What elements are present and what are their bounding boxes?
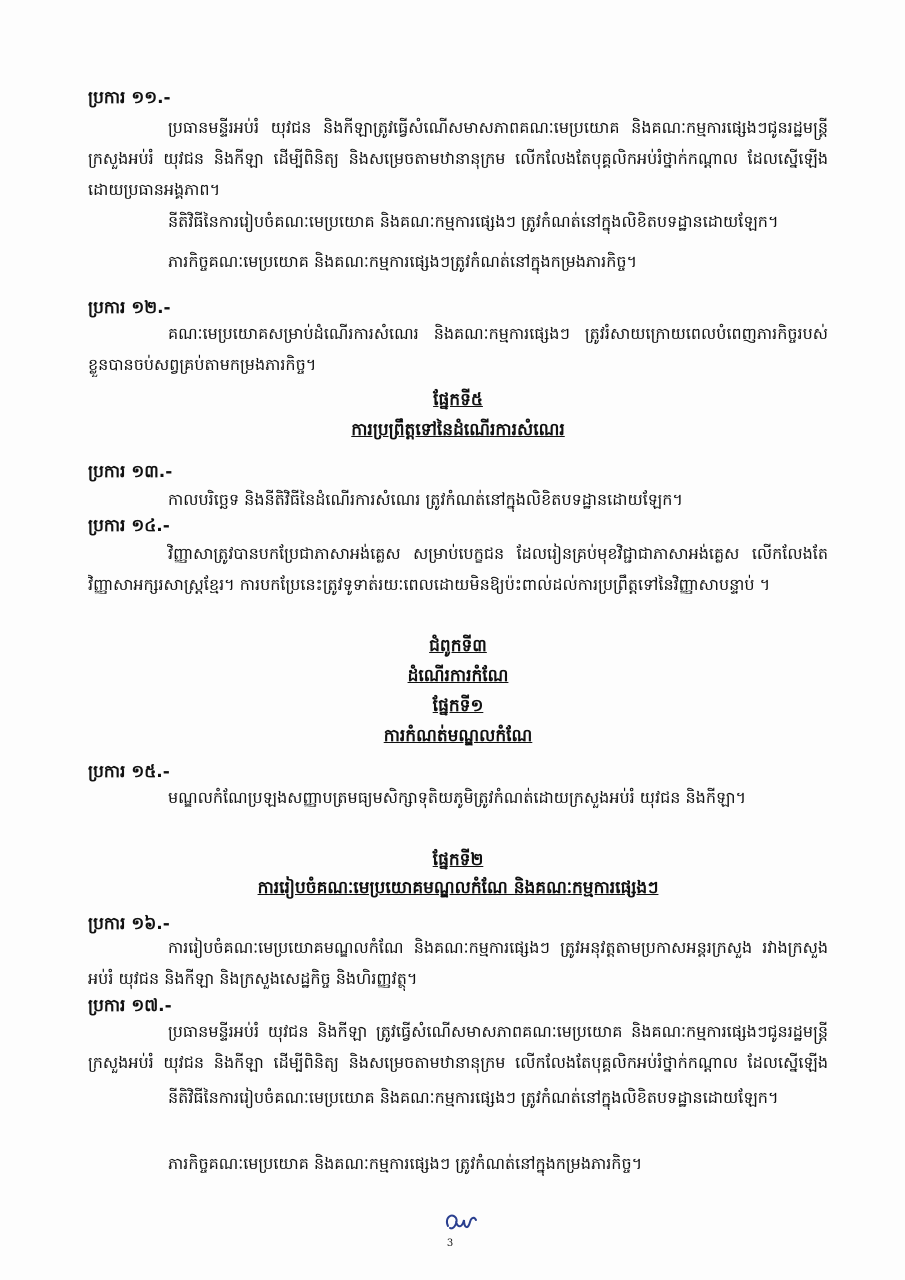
article-17-paragraph-3: ភារកិច្ចគណៈមេប្រយោគ និងគណៈកម្មការផ្សេងៗ ត្រូវកំណត់នៅក្នុងកម្រងភារកិច្ច។ [168,1154,643,1173]
article-15-paragraph-1: មណ្ឌលកំណែប្រឡងសញ្ញាបត្រមធ្យមសិក្សាទុតិយភូមិត្រូវកំណត់ដោយក្រសួងអប់រំ យុវជន និងកីឡា។ [168,788,747,807]
section-2-number: ផ្នែកទី២ [432,850,484,870]
article-13-paragraph-1: កាលបរិច្ឆេទ និងនីតិវិធីនៃដំណើរការសំណេរ ត្រូវកំណត់នៅក្នុងលិខិតបទដ្ឋានដោយឡែក។ [168,490,683,509]
article-17-paragraph-1: ប្រធានមន្ទីរអប់រំ យុវជន និងកីឡា ត្រូវធ្វើសំណើសមាសភាពគណៈមេប្រយោគ និងគណៈកម្មការផ្សេងៗជូនរដ្ឋមន្ត្រីក្រសួងអប់រំ យុវជន និងកីឡា ដើម្បីពិនិត្យ និងសម្រេចតាមឋានានុក្រម លើកលែងតែបុគ្គលិកអប់រំថ្នាក់កណ្ដាល ដែលស្នើឡើង [88,1022,828,1072]
article-15-heading: ប្រការ ១៥.- [88,762,170,782]
article-11-paragraph-1: ប្រធានមន្ទីរអប់រំ យុវជន និងកីឡាត្រូវធ្វើសំណើសមាសភាពគណៈមេប្រយោគ និងគណៈកម្មការផ្សេងៗជូនរដ្ឋមន្ត្រីក្រសួងអប់រំ យុវជន និងកីឡា ដើម្បីពិនិត្យ និងសម្រេចតាមឋានានុក្រម លើកលែងតែបុគ្គលិកអប់រំថ្នាក់កណ្ដាល ដែលស្នើឡើងដោយប្រធានអង្គភាព។ [88,118,828,199]
article-17-heading: ប្រការ ១៧.- [88,996,172,1016]
article-14-heading: ប្រការ ១៤.- [88,516,170,536]
article-11-paragraph-2: នីតិវិធីនៃការរៀបចំគណៈមេប្រយោគ និងគណៈកម្មការផ្សេងៗ ត្រូវកំណត់នៅក្នុងលិខិតបទដ្ឋានដោយឡែក។ [168,212,779,231]
chapter-3-title: ដំណើរការកំណែ [407,666,509,686]
signature-initials-icon [440,1208,480,1238]
section-1-title: ការកំណត់មណ្ឌលកំណែ [383,726,533,746]
article-17-paragraph-2: នីតិវិធីនៃការរៀបចំគណៈមេប្រយោគ និងគណៈកម្មការផ្សេងៗ ត្រូវកំណត់នៅក្នុងលិខិតបទដ្ឋានដោយឡែក។ [168,1088,779,1107]
article-14-paragraph-1: វិញ្ញាសាត្រូវបានបកប្រែជាភាសាអង់គ្លេស សម្រាប់បេក្ខជន ដែលរៀនគ្រប់មុខវិជ្ជាជាភាសាអង់គ្លេស លើកលែងតែវិញ្ញាសាអក្សរសាស្ត្រខ្មែរ។ ការបកប្រែនេះត្រូវទូទាត់រយៈពេលដោយមិនឱ្យប៉ះពាល់ដល់ការប្រព្រឹត្តទៅនៃវិញ្ញាសាបន្ទាប់ ។ [88,544,828,594]
article-12-paragraph-1: គណៈមេប្រយោគសម្រាប់ដំណើរការសំណេរ និងគណៈកម្មការផ្សេងៗ ត្រូវរំសាយក្រោយពេលបំពេញភារកិច្ចរបស់ខ្លួនបានចប់សព្វគ្រប់តាមកម្រងភារកិច្ច។ [88,324,828,374]
article-11-paragraph-3: ភារកិច្ចគណៈមេប្រយោគ និងគណៈកម្មការផ្សេងៗត្រូវកំណត់នៅក្នុងកម្រងភារកិច្ច។ [168,252,638,271]
article-13-heading: ប្រការ ១៣.- [88,462,173,482]
chapter-3-number: ជំពូកទី៣ [429,636,487,656]
section-5-title: ការប្រព្រឹត្តទៅនៃដំណើរការសំណេរ [351,420,565,440]
article-16-heading: ប្រការ ១៦.- [88,914,170,934]
section-2-title: ការរៀបចំគណៈមេប្រយោគមណ្ឌលកំណែ និងគណៈកម្មការផ្សេងៗ [257,878,659,898]
section-1-number: ផ្នែកទី១ [432,696,484,716]
article-11-heading: ប្រការ ១១.- [88,88,171,108]
article-16-paragraph-1: ការរៀបចំគណៈមេប្រយោគមណ្ឌលកំណែ និងគណៈកម្មការផ្សេងៗ ត្រូវអនុវត្តតាមប្រកាសអន្តរក្រសួង រវាងក្រសួងអប់រំ យុវជន និងកីឡា និងក្រសួងសេដ្ឋកិច្ច និងហិរញ្ញវត្ថុ។ [88,938,828,988]
article-12-heading: ប្រការ ១២.- [88,298,171,318]
section-5-number: ផ្នែកទី៥ [433,390,483,410]
page-number: 3 [446,1238,454,1249]
